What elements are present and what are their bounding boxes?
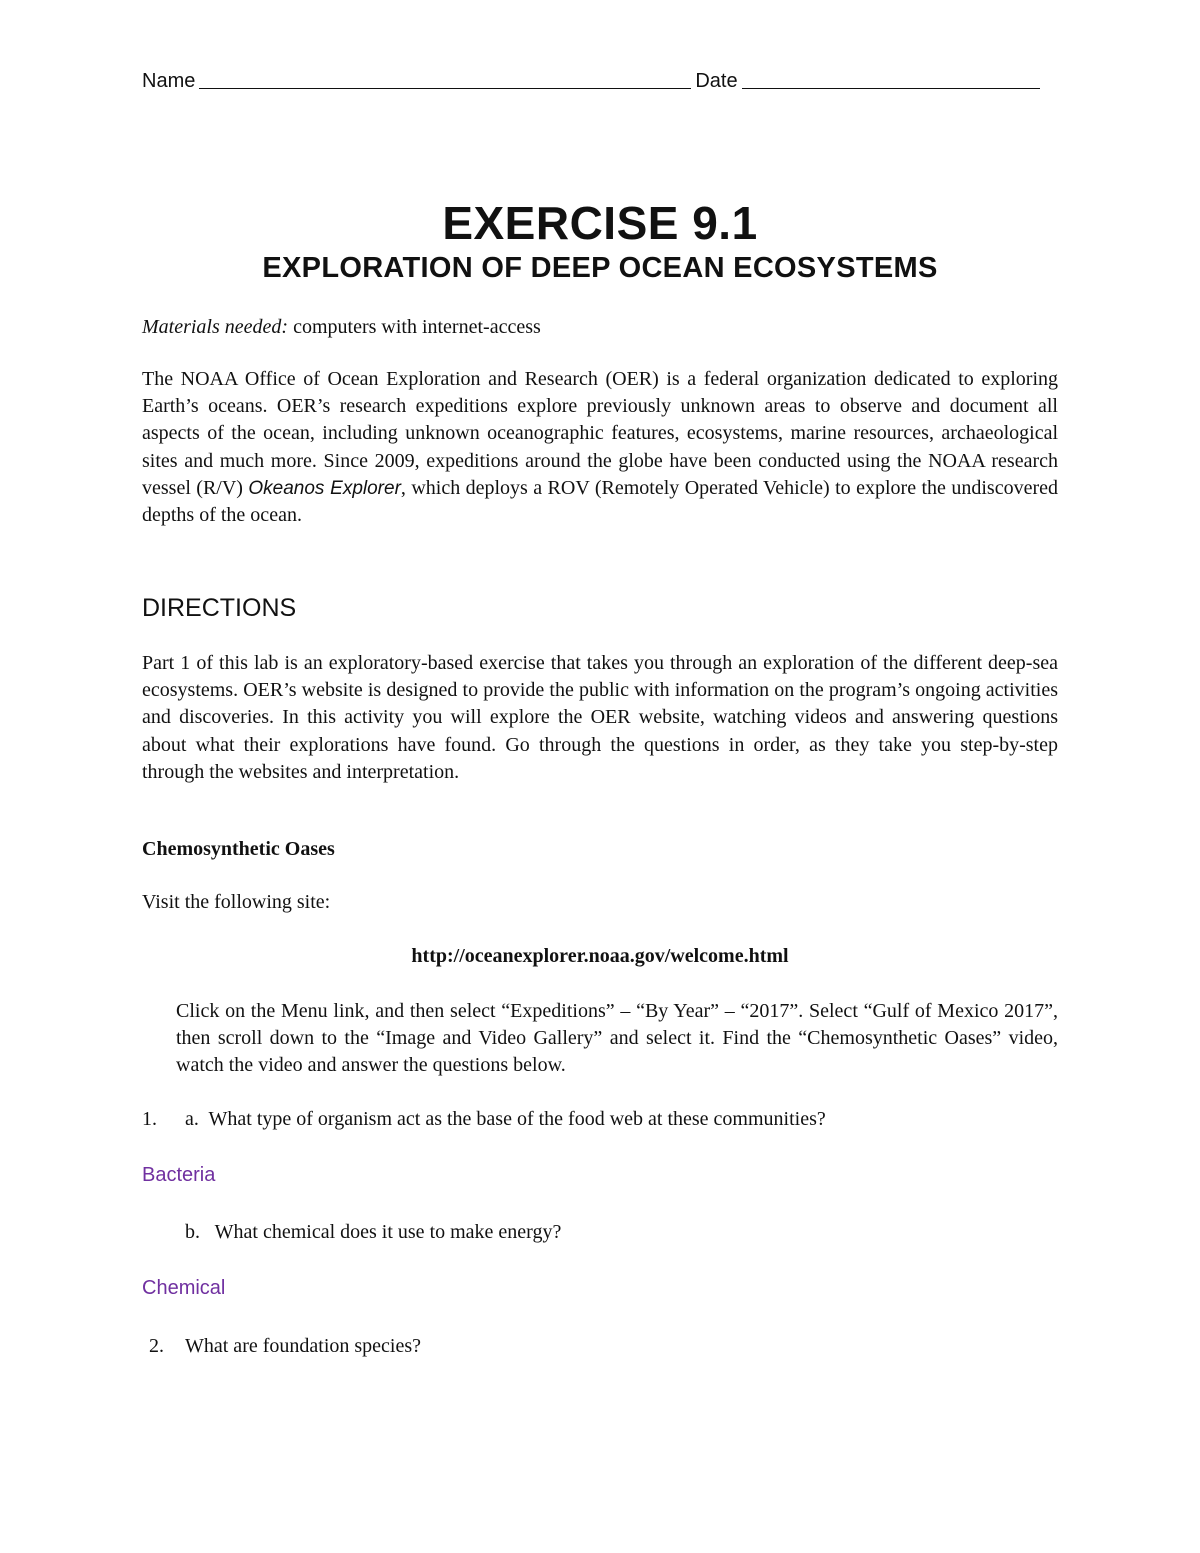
directions-paragraph: Part 1 of this lab is an exploratory-based exercise that takes you through an exploration of the different deep-sea ecosystems. OER’s website is designed to provide the public with information on the program’s ongoing activities and discoveries. In this activity you will explore the OER website, watching videos and answering questions about what their explorations have found. Go through the questions in order, as they take you step-by-step through the websites and interpretation. [142,652,1058,783]
visit-text: Visit the following site: [142,891,331,913]
question-1a [185,1108,826,1131]
answer-1b[interactable]: Chemical [142,1277,226,1299]
site-url-link[interactable]: http://oceanexplorer.noaa.gov/welcome.html [411,945,789,967]
vessel-name: Okeanos Explorer [248,477,401,499]
question-1-number: 1. [142,1108,157,1130]
instruction-paragraph: Click on the Menu link, and then select “Expeditions” – “By Year” – “2017”. Select “Gulf of Mexico 2017”, then scroll down to the “Image and Video Gallery” and select it. Find the “Chemosynthetic Oases” video, watch the video and answer the questions below. [176,1000,1058,1077]
exercise-subtitle: EXPLORATION OF DEEP OCEAN ECOSYSTEMS [262,252,938,284]
name-date-line [142,70,1058,93]
question-2-number: 2. [149,1335,164,1357]
materials-label: Materials needed: [142,316,289,338]
directions-heading: DIRECTIONS [142,594,297,622]
question-1b [185,1221,561,1244]
question-1a-letter: a. [185,1108,199,1130]
date-label: Date [695,70,738,92]
question-1b-letter: b. [185,1221,200,1243]
answer-1a[interactable]: Bacteria [142,1164,216,1186]
question-1b-text: What chemical does it use to make energy? [214,1221,562,1243]
date-blank[interactable] [742,87,1040,89]
intro-paragraph [142,366,1058,529]
name-blank[interactable] [199,87,691,89]
materials-text: computers with internet-access [288,316,541,338]
materials-needed [142,314,1058,341]
exercise-title: EXERCISE 9.1 [442,197,758,249]
intro-text-after: , which deploys a ROV (Remotely Operated Vehicle) to explore the undiscovered depths of the ocean. [142,476,1058,527]
intro-text-before: The NOAA Office of Ocean Exploration and Research (OER) is a federal organization dedicated to exploring Earth’s oceans. OER’s research expeditions explore previously unknown areas to observe and document all aspects of the ocean, including unknown oceanographic features, ecosystems, marine resources, archaeological sites and much more. Since 2009, expeditions around the globe have been conducted using the NOAA research vessel (R/V) [142,368,1058,499]
question-1a-text: What type of organism act as the base of the food web at these communities? [208,1108,826,1130]
name-label: Name [142,70,196,92]
section-heading: Chemosynthetic Oases [142,838,335,860]
question-2-text: What are foundation species? [185,1335,422,1357]
